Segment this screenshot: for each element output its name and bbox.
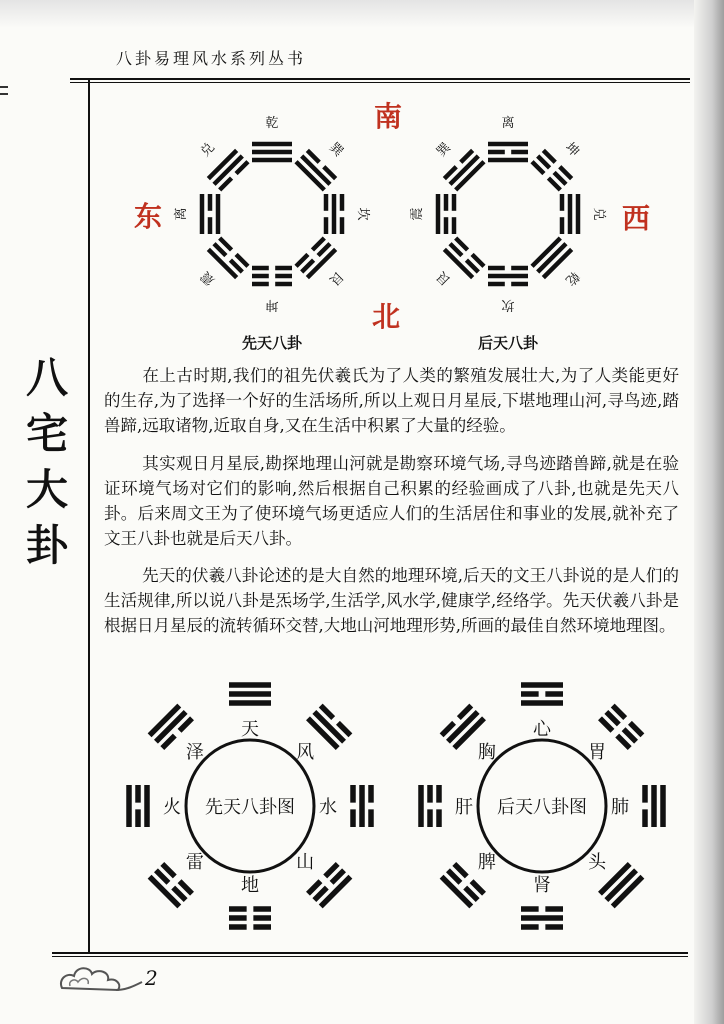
trigram-name-label: 艮 — [326, 268, 346, 288]
body-part-label: 胃 — [588, 741, 607, 763]
houtian-body-ring — [418, 682, 666, 930]
body-part-label: 水 — [319, 797, 337, 818]
header-rule — [70, 78, 690, 80]
trigram-name-label: 坤 — [265, 297, 279, 312]
bagua-direction-figure — [100, 92, 680, 362]
trigram-name-label: 离 — [174, 207, 189, 221]
trigram-icon — [252, 266, 292, 287]
trigram-name-label: 坎 — [501, 297, 515, 312]
trigram-icon — [126, 785, 150, 827]
circle-center-label: 先天八卦图 — [205, 797, 295, 818]
trigram-icon — [350, 785, 374, 827]
trigram-name-label: 巽 — [326, 140, 346, 160]
trigram-icon — [521, 906, 563, 930]
trigram-icon — [200, 194, 221, 234]
body-part-label: 风 — [296, 741, 315, 763]
circle-center-label: 后天八卦图 — [497, 797, 587, 818]
trigram-name-label: 坤 — [562, 140, 582, 160]
trigram-name-label: 兑 — [198, 140, 218, 160]
chapter-title-char: 卦 — [25, 521, 68, 570]
body-paragraph-2 — [104, 451, 679, 551]
body-part-label: 地 — [241, 875, 259, 896]
body-part-label: 肺 — [611, 797, 629, 818]
trigram-icon — [560, 194, 581, 234]
direction-west: 西 — [621, 202, 651, 235]
footer-rule-thin — [52, 956, 688, 957]
trigram-icon — [229, 682, 271, 706]
trigram-icon — [436, 194, 457, 234]
trigram-name-label: 离 — [501, 116, 515, 131]
trigram-name-label: 乾 — [265, 116, 279, 131]
direction-east: 东 — [133, 200, 163, 233]
chapter-title-char: 大 — [25, 465, 68, 514]
direction-south: 南 — [373, 100, 403, 133]
paragraph-text: 其实观日月星辰,勘探地理山河就是勘察环境气场,寻鸟迹踏兽蹄,就是在验证环境气场对它们的影响,然后根据自己积累的经验画成了八卦,也就是先天八卦。后来周文王为了使环境气场更适应人们的生活居住和事业的发展,就补充了文王八卦也就是后天八卦。 — [104, 454, 679, 548]
trigram-icon — [324, 194, 345, 234]
trigram-icon — [488, 142, 528, 163]
trigram-icon — [488, 266, 528, 287]
left-frame-rule — [88, 78, 90, 953]
trigram-name-label: 艮 — [434, 268, 454, 288]
houtian-caption: 后天八卦 — [477, 334, 539, 352]
trigram-name-label: 巽 — [434, 140, 454, 160]
body-paragraph-1 — [104, 363, 679, 438]
houtian-bagua-ring — [410, 116, 607, 312]
trigram-icon — [521, 682, 563, 706]
bagua-body-figure — [100, 668, 680, 948]
body-part-label: 胸 — [477, 741, 496, 763]
paragraph-text: 先天的伏羲八卦论述的是大自然的地理环境,后天的文王八卦说的是人们的生活规律,所以说八卦是炁场学,生活学,风水学,健康学,经络学。先天伏羲八卦是根据日月星辰的流转循环交替,大地山河地理形势,所画的最佳自然环境地理图。 — [104, 566, 679, 635]
body-part-label: 肝 — [455, 797, 473, 818]
book-spine — [694, 0, 724, 1024]
direction-north: 北 — [371, 300, 401, 333]
trigram-icon — [229, 906, 271, 930]
body-part-label: 脾 — [477, 852, 496, 874]
xiantian-caption: 先天八卦 — [241, 334, 303, 352]
body-part-label: 天 — [241, 719, 259, 740]
trigram-name-label: 坎 — [355, 207, 370, 221]
series-title: 八卦易理风水系列丛书 — [116, 49, 307, 68]
xiantian-body-ring — [126, 682, 374, 930]
body-part-label: 泽 — [185, 741, 204, 763]
cloud-ornament-icon — [56, 960, 146, 1000]
body-part-label: 雷 — [185, 852, 204, 874]
chapter-title-char: 八 — [25, 353, 68, 402]
body-part-label: 火 — [163, 797, 181, 818]
page-number: 2 — [145, 966, 158, 990]
trigram-name-label: 乾 — [562, 268, 582, 288]
header-rule-thin — [70, 82, 690, 83]
margin-mark — [0, 86, 8, 88]
trigram-icon — [252, 142, 292, 163]
body-part-label: 山 — [296, 852, 315, 874]
trigram-icon — [642, 785, 666, 827]
xiantian-bagua-ring — [174, 115, 370, 313]
chapter-title — [22, 350, 72, 574]
body-part-label: 头 — [588, 852, 607, 874]
trigram-icon — [418, 785, 442, 827]
paragraph-text: 在上古时期,我们的祖先伏羲氏为了人类的繁殖发展壮大,为了人类能更好的生存,为了选择一个好的生活场所,所以上观日月星辰,下堪地理山河,寻鸟迹,踏兽蹄,远取诸物,近取自身,又在生活中积累了大量的经验。 — [104, 366, 679, 435]
trigram-name-label: 兑 — [591, 207, 606, 221]
chapter-title-char: 宅 — [25, 409, 68, 458]
trigram-name-label: 震 — [410, 207, 425, 221]
footer-rule — [52, 952, 688, 954]
margin-mark — [0, 93, 8, 95]
scan-shadow — [0, 0, 724, 28]
body-paragraph-3 — [104, 563, 679, 638]
body-part-label: 肾 — [533, 875, 551, 896]
trigram-name-label: 震 — [198, 268, 218, 288]
body-part-label: 心 — [533, 719, 551, 740]
